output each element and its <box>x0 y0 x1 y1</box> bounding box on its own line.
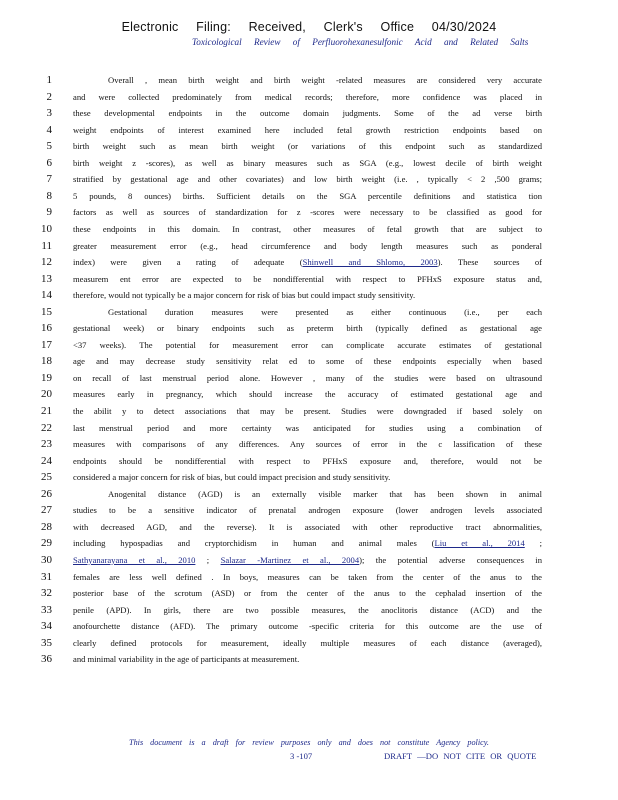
text-line <box>0 469 618 485</box>
line-segment: endpoints should be nondifferential with respect to PFHxS exposure and, therefore, would not be <box>73 455 542 466</box>
text-line <box>0 353 618 369</box>
text-line <box>0 602 618 618</box>
line-segment: including hypospadias and cryptorchidism in human and animal males ( <box>73 538 435 549</box>
line-segment: birth weight such as mean birth weight (or variations of this endpoint such as standardized <box>73 141 542 152</box>
text-line <box>0 287 618 303</box>
text-line <box>0 254 618 270</box>
line-text <box>73 552 542 568</box>
line-number: 17 <box>41 338 52 351</box>
line-segment: with decreased AGD, and the reverse). It is associated with other reproductive tract abnormalities, <box>73 521 542 532</box>
line-text <box>73 502 542 518</box>
line-number: 25 <box>41 471 52 484</box>
text-line <box>0 420 618 436</box>
line-text <box>73 403 542 419</box>
line-segment: and minimal variability in the age of participants at measurement. <box>73 654 300 665</box>
line-number: 18 <box>41 355 52 368</box>
line-segment: ); the potential adverse consequences in <box>359 554 542 565</box>
line-segment: the abilit y to detect associations that may be present. Studies were downgraded if based solely on <box>73 406 542 416</box>
line-number: 19 <box>41 371 52 384</box>
line-text <box>73 453 542 469</box>
line-number: 9 <box>46 206 52 219</box>
line-text <box>73 122 542 138</box>
line-segment: gestational week) or binary endpoints such as preterm birth (typically defined as gestational age <box>73 323 542 334</box>
text-line <box>0 436 618 452</box>
line-text <box>73 105 542 121</box>
line-text <box>73 535 542 551</box>
line-text <box>73 651 542 667</box>
line-text <box>73 569 542 585</box>
text-line <box>0 204 618 220</box>
text-line <box>0 486 618 502</box>
line-number: 29 <box>41 537 52 550</box>
line-number: 36 <box>41 653 52 666</box>
line-segment: these developmental endpoints in the outcome domain judgments. Some of the ad verse birth <box>73 108 542 119</box>
line-text <box>73 138 542 154</box>
line-number: 28 <box>41 520 52 533</box>
line-segment: ). These sources of <box>437 257 542 268</box>
line-text <box>73 221 542 237</box>
text-line <box>0 304 618 320</box>
line-segment: considered a major concern for risk of bias, but could impact precision and study sensitivity. <box>73 472 391 483</box>
line-text <box>73 271 542 287</box>
line-number: 30 <box>41 553 52 566</box>
line-segment: greater measurement error (e.g., head circumference and body length measures such as ponderal <box>73 240 542 251</box>
line-text <box>73 386 542 402</box>
text-line <box>0 271 618 287</box>
line-text <box>73 353 542 369</box>
line-segment: Overall , mean birth weight and birth weight -related measures are considered very accurate <box>108 75 542 85</box>
text-line <box>0 89 618 105</box>
line-text <box>73 337 542 353</box>
text-line <box>0 569 618 585</box>
line-text <box>73 155 542 171</box>
line-number: 24 <box>41 454 52 467</box>
text-line <box>0 155 618 171</box>
line-segment: therefore, would not typically be a major concern for risk of bias but could impact study sensitivity. <box>73 290 416 301</box>
line-segment: <37 weeks). The potential for measurement error can complicate accurate estimates of gestational <box>73 339 542 350</box>
text-line <box>0 337 618 353</box>
line-segment: and were collected predominately from medical records; therefore, more confidence was placed in <box>73 91 542 102</box>
line-number: 20 <box>41 388 52 401</box>
line-number: 1 <box>46 74 52 86</box>
line-number: 26 <box>41 487 52 500</box>
text-line <box>0 519 618 535</box>
text-line <box>0 105 618 121</box>
text-line <box>0 552 618 568</box>
text-line <box>0 453 618 469</box>
line-number: 27 <box>41 504 52 517</box>
text-line <box>0 535 618 551</box>
line-segment: on recall of last menstrual period alone. However , many of the studies were based on ultrasound <box>73 372 542 383</box>
line-segment: clearly defined protocols for measurement, ideally multiple measures of each distance (averaged), <box>73 637 542 648</box>
line-segment: factors as well as sources of standardization for z -scores were necessary to be classified as good for <box>73 207 542 218</box>
line-text <box>73 320 542 336</box>
line-segment: posterior base of the scrotum (ASD) or from the center of the anus to the cephalad insertion of the <box>73 588 542 599</box>
text-line <box>0 618 618 634</box>
line-text <box>108 304 542 320</box>
citation-link[interactable]: Sathyanarayana et al., 2010 <box>73 554 196 565</box>
line-segment: birth weight z -scores), as well as binary measures such as SGA (e.g., lowest decile of birth weight <box>73 157 542 168</box>
line-number: 11 <box>41 239 52 252</box>
line-number: 4 <box>46 123 52 136</box>
filing-stamp: Electronic Filing: Received, Clerk's Office 04/30/2024 <box>121 20 497 34</box>
text-line <box>0 651 618 667</box>
line-text <box>73 171 542 187</box>
line-segment: age and may decrease study sensitivity relat ed to some of these endpoints especially when based <box>73 356 542 367</box>
line-text <box>73 436 542 452</box>
line-text <box>73 602 542 618</box>
text-line <box>0 403 618 419</box>
text-line <box>0 635 618 651</box>
line-number: 32 <box>41 587 52 600</box>
text-line <box>0 138 618 154</box>
line-number: 22 <box>41 421 52 434</box>
line-text <box>73 618 542 634</box>
line-number: 3 <box>46 107 52 120</box>
citation-link[interactable]: Shinwell and Shlomo, 2003 <box>302 257 438 268</box>
line-segment: index) were given a rating of adequate ( <box>73 257 303 268</box>
line-number: 33 <box>41 603 52 616</box>
line-segment: stratified by gestational age and other covariates) and low birth weight (i.e. , typically < 2 ,500 grams; <box>73 174 542 185</box>
line-segment: ; <box>524 538 542 549</box>
text-line <box>0 72 618 88</box>
footer-disclaimer: This document is a draft for review purposes only and does not constitute Agency policy. <box>129 738 489 747</box>
line-text <box>108 486 542 502</box>
line-number: 5 <box>46 140 52 153</box>
line-number: 12 <box>41 256 52 269</box>
text-line <box>0 122 618 138</box>
line-segment: penile (APD). In girls, there are two possible measures, the anoclitoris distance (ACD) and the <box>73 604 542 615</box>
line-segment: weight endpoints of interest examined here included fetal growth restriction endpoints based on <box>73 124 542 135</box>
line-number: 23 <box>41 438 52 451</box>
line-text <box>73 204 542 220</box>
line-number: 21 <box>41 405 52 417</box>
draft-notice: DRAFT —DO NOT CITE OR QUOTE <box>384 751 537 761</box>
line-segment: ; <box>195 554 221 565</box>
text-line <box>0 502 618 518</box>
line-number: 6 <box>46 156 52 169</box>
line-segment: measurem ent error are expected to be nondifferential with respect to PFHxS exposure status and, <box>73 273 542 284</box>
document-title: Toxicological Review of Perfluorohexanesulfonic Acid and Related Salts <box>192 37 529 47</box>
line-segment: Anogenital distance (AGD) is an externally visible marker that has been shown in animal <box>108 488 542 499</box>
line-text <box>73 254 542 270</box>
line-text <box>73 635 542 651</box>
text-line <box>0 171 618 187</box>
line-text <box>73 89 542 105</box>
line-segment: measures early in pregnancy, which should increase the accuracy of estimated gestational age and <box>73 389 542 400</box>
text-line <box>0 238 618 254</box>
text-line <box>0 370 618 386</box>
line-segment: 5 pounds, 8 ounces) births. Sufficient details on the SGA percentile definitions and statistica tion <box>73 190 542 201</box>
line-text <box>73 585 542 601</box>
line-number: 10 <box>41 222 52 235</box>
text-line <box>0 221 618 237</box>
line-text <box>73 370 542 386</box>
line-text <box>73 238 542 254</box>
line-segment: females are less well defined . In boys, measures can be taken from the center of the anus to the <box>73 571 542 582</box>
line-number: 13 <box>41 272 52 285</box>
line-text <box>73 287 542 303</box>
text-line <box>0 386 618 402</box>
line-number: 8 <box>46 189 52 202</box>
page-number: 3 -107 <box>290 751 313 761</box>
line-text <box>108 72 542 88</box>
citation-link[interactable]: Salazar -Martinez et al., 2004 <box>220 554 360 565</box>
line-text <box>73 469 542 485</box>
citation-link[interactable]: Liu et al., 2014 <box>434 538 525 549</box>
line-number: 35 <box>41 636 52 649</box>
line-segment: measures with comparisons of any differences. Any sources of error in the c lassification of these <box>73 439 542 450</box>
line-number: 34 <box>41 620 52 633</box>
line-segment: studies to be a sensitive indicator of prenatal androgen exposure (lower androgen levels associated <box>73 505 542 516</box>
text-line <box>0 320 618 336</box>
line-segment: anofourchette distance (AFD). The primary outcome -specific criteria for this outcome are the use of <box>73 621 542 632</box>
line-text <box>73 420 542 436</box>
line-text <box>73 188 542 204</box>
line-number: 16 <box>41 322 52 335</box>
line-text <box>73 519 542 535</box>
text-line <box>0 585 618 601</box>
line-segment: these endpoints in this domain. In contrast, other measures of fetal growth that are subject to <box>73 223 542 234</box>
line-number: 2 <box>46 90 52 103</box>
text-line <box>0 188 618 204</box>
line-number: 14 <box>41 289 52 302</box>
line-segment: Gestational duration measures were presented as either continuous (i.e., per each <box>108 306 542 317</box>
line-number: 15 <box>41 305 52 318</box>
line-number: 31 <box>41 570 52 583</box>
line-number: 7 <box>46 173 52 186</box>
line-segment: last menstrual period and more certainty was anticipated for studies using a combination of <box>73 422 542 433</box>
